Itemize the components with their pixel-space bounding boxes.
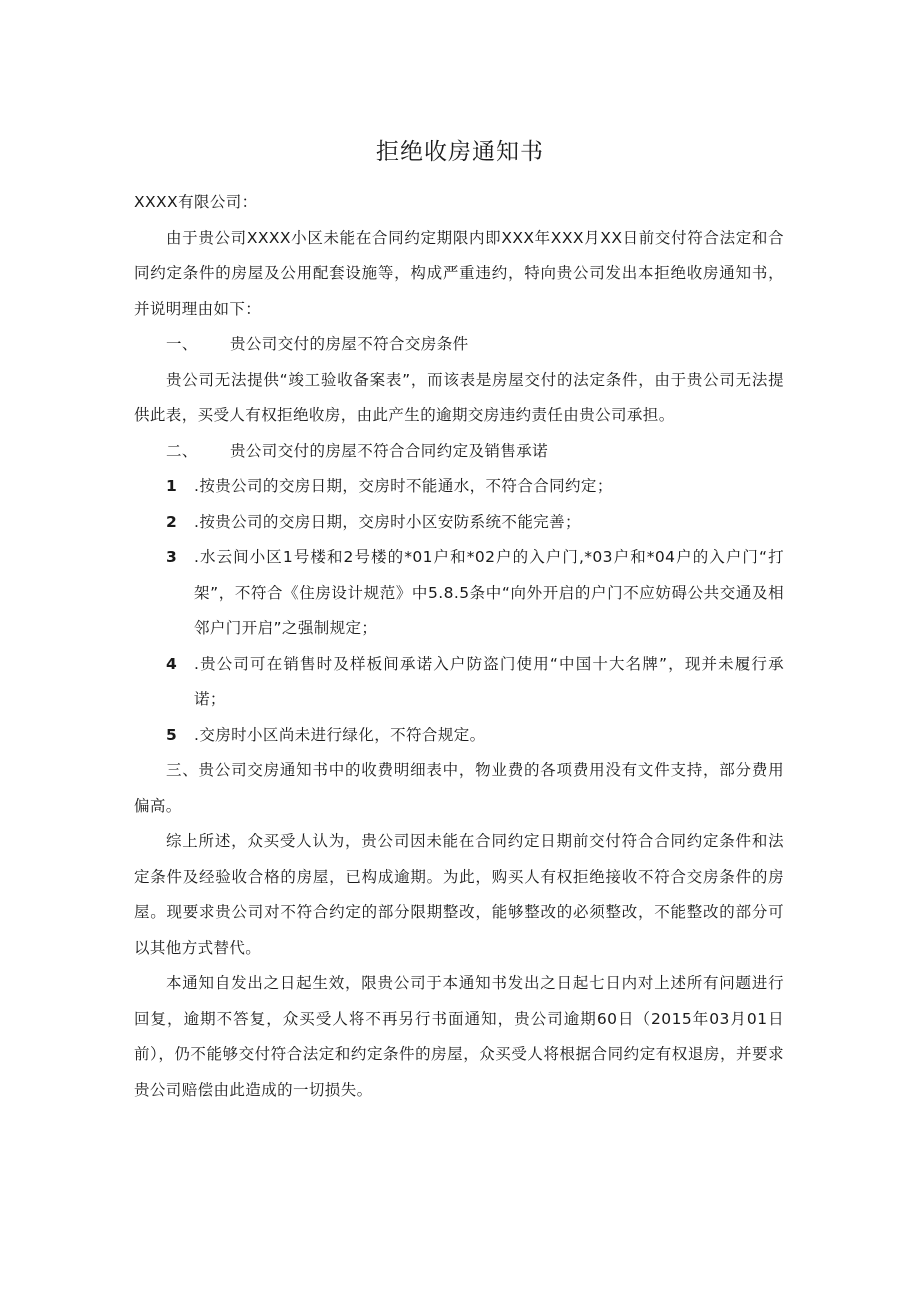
list-item-number: 3: [166, 548, 178, 566]
section-1-title: 贵公司交付的房屋不符合交房条件: [230, 335, 469, 353]
section-1-heading: [134, 327, 784, 363]
section-2-number: 二、: [166, 441, 198, 460]
list-item-number: 5: [166, 725, 178, 744]
summary-paragraph: 综上所述，众买受人认为，贵公司因未能在合同约定日期前交付符合合同约定条件和法定条件及经验收合格的房屋，已构成逾期。为此，购买人有权拒绝接收不符合交房条件的房屋。现要求贵公司对不符合约定的部分限期整改，能够整改的必须整改，不能整改的部分可以其他方式替代。: [134, 832, 784, 957]
list-item: [134, 469, 784, 505]
closing-paragraph: 本通知自发出之日起生效，限贵公司于本通知书发出之日起七日内对上述所有问题进行回复，逾期不答复，众买受人将不再另行书面通知，贵公司逾期60日（2015年03月01日前），仍不能够交付符合法定和约定条件的房屋，众买受人将根据合同约定有权退房，并要求贵公司赔偿由此造成的一切损失。: [134, 974, 784, 1099]
list-item-text: .贵公司可在销售时及样板间承诺入户防盗门使用“中国十大名牌”，现并未履行承诺；: [194, 654, 784, 708]
list-item-text: .按贵公司的交房日期，交房时不能通水，不符合合同约定；: [194, 477, 613, 495]
list-item: [134, 540, 784, 647]
intro-paragraph: 由于贵公司XXXX小区未能在合同约定期限内即XXX年XXX月XX日前交付符合法定和合同约定条件的房屋及公用配套设施等，构成严重违约，特向贵公司发出本拒绝收房通知书，并说明理由如下：: [134, 228, 784, 318]
section-3-paragraph: 三、贵公司交房通知书中的收费明细表中，物业费的各项费用没有文件支持，部分费用偏高。: [134, 761, 784, 815]
list-item: [134, 647, 784, 718]
list-item: [134, 718, 784, 754]
section-1-number: 一、: [166, 335, 198, 353]
list-item-number: 2: [166, 512, 178, 531]
list-item-number: 4: [166, 654, 178, 673]
salutation: XXXX有限公司：: [134, 193, 258, 211]
list-item-text: .按贵公司的交房日期，交房时小区安防系统不能完善；: [194, 512, 581, 531]
section-1-body: 贵公司无法提供“竣工验收备案表”，而该表是房屋交付的法定条件，由于贵公司无法提供此表，买受人有权拒绝收房，由此产生的逾期交房违约责任由贵公司承担。: [134, 370, 784, 424]
list-item-number: 1: [166, 477, 178, 495]
list-item: [134, 505, 784, 541]
document-title: 拒绝收房通知书: [376, 139, 544, 165]
section-2-heading: [134, 434, 784, 470]
list-item-text: .交房时小区尚未进行绿化，不符合规定。: [194, 725, 486, 744]
list-item-text: .水云间小区1号楼和2号楼的*01户和*02户的入户门,*03户和*04户的入户门“打架”，不符合《住房设计规范》中5.8.5条中“向外开启的户门不应妨碍公共交通及相邻户门开启”之强制规定；: [194, 548, 784, 637]
section-2-title: 贵公司交付的房屋不符合合同约定及销售承诺: [230, 441, 549, 460]
document-body: [134, 185, 784, 1108]
